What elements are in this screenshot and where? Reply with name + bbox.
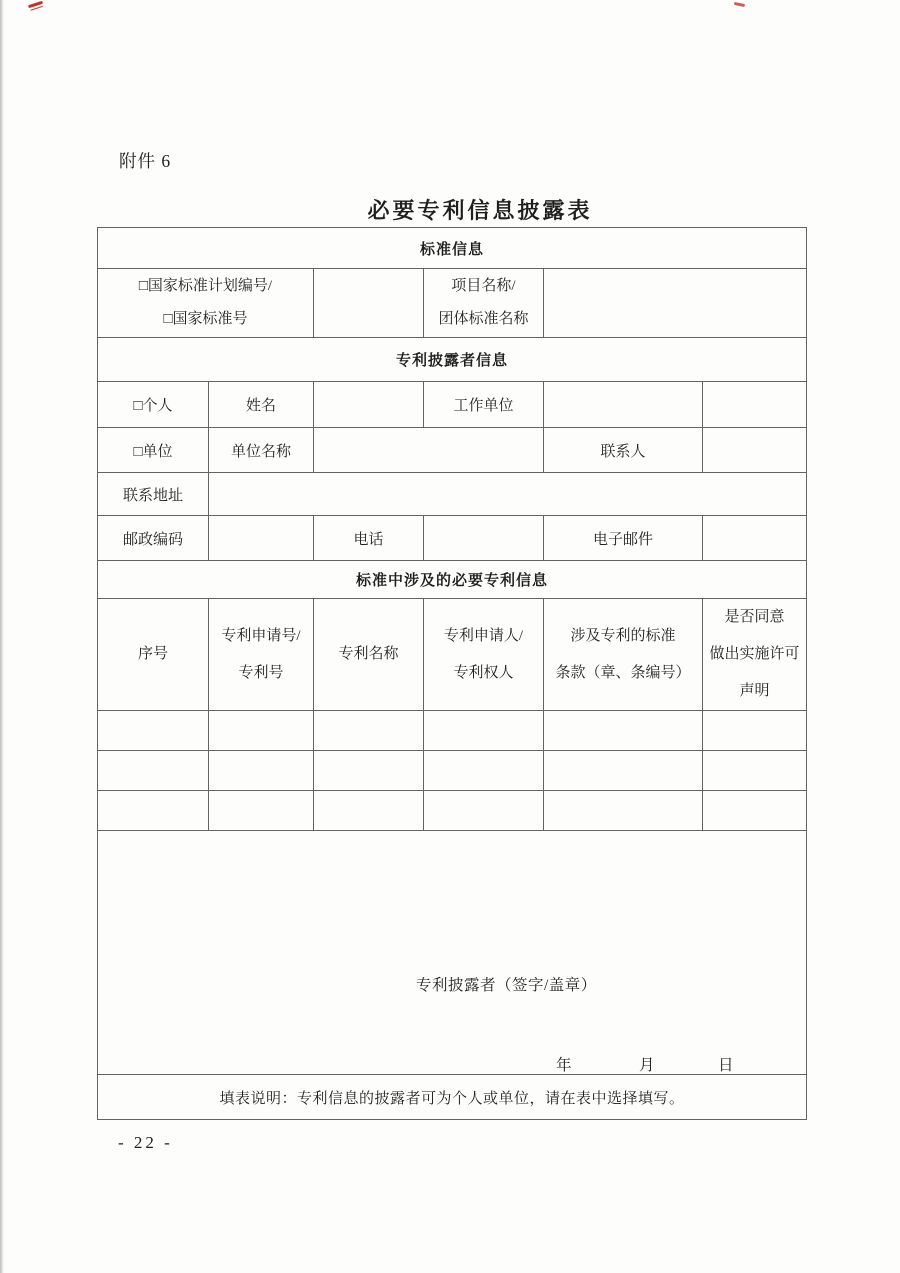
- signature-area: [98, 831, 807, 1075]
- contact-person-label: 联系人: [544, 428, 703, 473]
- work-unit-extra-cell: [703, 382, 807, 428]
- phone-label: 电话: [314, 516, 424, 561]
- note-text: 填表说明：专利信息的披露者可为个人或单位，请在表中选择填写。: [98, 1075, 807, 1120]
- column-header-standard-clauses: 涉及专利的标准 条款（章、条编号）: [544, 599, 703, 711]
- signature-label: 专利披露者（签字/盖章）: [416, 977, 597, 994]
- patent-row: [98, 751, 807, 791]
- patent-row: [98, 711, 807, 751]
- contact-person-input-cell: [703, 428, 807, 473]
- patent-disclosure-table: [97, 227, 807, 1120]
- standard-number-input-cell: [314, 269, 424, 338]
- project-name-label: 项目名称/ 团体标准名称: [424, 269, 544, 338]
- page-title: 必要专利信息披露表: [367, 198, 593, 223]
- name-label: 姓名: [209, 382, 314, 428]
- standard-number-checkbox-line1: □国家标准计划编号/: [138, 278, 273, 294]
- column-header-license-declaration: 是否同意 做出实施许可声明: [703, 599, 807, 711]
- section-header-standard-info: 标准信息: [98, 228, 807, 269]
- name-input-cell: [314, 382, 424, 428]
- red-scan-artifact-icon: [28, 1, 43, 8]
- scanner-edge-shadow: [0, 0, 4, 1273]
- column-header-patent-name: 专利名称: [314, 599, 424, 711]
- unit-name-input-cell: [314, 428, 544, 473]
- column-header-serial-number: 序号: [98, 599, 209, 711]
- postal-code-label: 邮政编码: [98, 516, 209, 561]
- red-scan-artifact-icon: [734, 2, 745, 7]
- standard-number-label: [98, 269, 314, 338]
- attachment-label: 附件 6: [119, 151, 172, 171]
- email-input-cell: [703, 516, 807, 561]
- patent-row: [98, 791, 807, 831]
- project-name-input-cell: [544, 269, 807, 338]
- column-header-patent-application-number: 专利申请号/ 专利号: [209, 599, 314, 711]
- date-month-label: 月: [639, 1057, 655, 1074]
- page-number: - 22 -: [118, 1133, 173, 1152]
- email-label: 电子邮件: [544, 516, 703, 561]
- unit-checkbox-option: □单位: [98, 428, 209, 473]
- section-header-discloser-info: 专利披露者信息: [98, 338, 807, 382]
- contact-address-input-cell: [209, 473, 807, 516]
- column-header-patent-applicant: 专利申请人/ 专利权人: [424, 599, 544, 711]
- standard-number-checkbox-line2: □国家标准号: [163, 311, 248, 327]
- date-day-label: 日: [718, 1057, 734, 1074]
- date-year-label: 年: [556, 1057, 572, 1074]
- section-header-patent-info: 标准中涉及的必要专利信息: [98, 561, 807, 599]
- work-unit-label: 工作单位: [424, 382, 544, 428]
- postal-code-input-cell: [209, 516, 314, 561]
- work-unit-input-cell: [544, 382, 703, 428]
- unit-name-label: 单位名称: [209, 428, 314, 473]
- phone-input-cell: [424, 516, 544, 561]
- individual-checkbox-option: □个人: [98, 382, 209, 428]
- contact-address-label: 联系地址: [98, 473, 209, 516]
